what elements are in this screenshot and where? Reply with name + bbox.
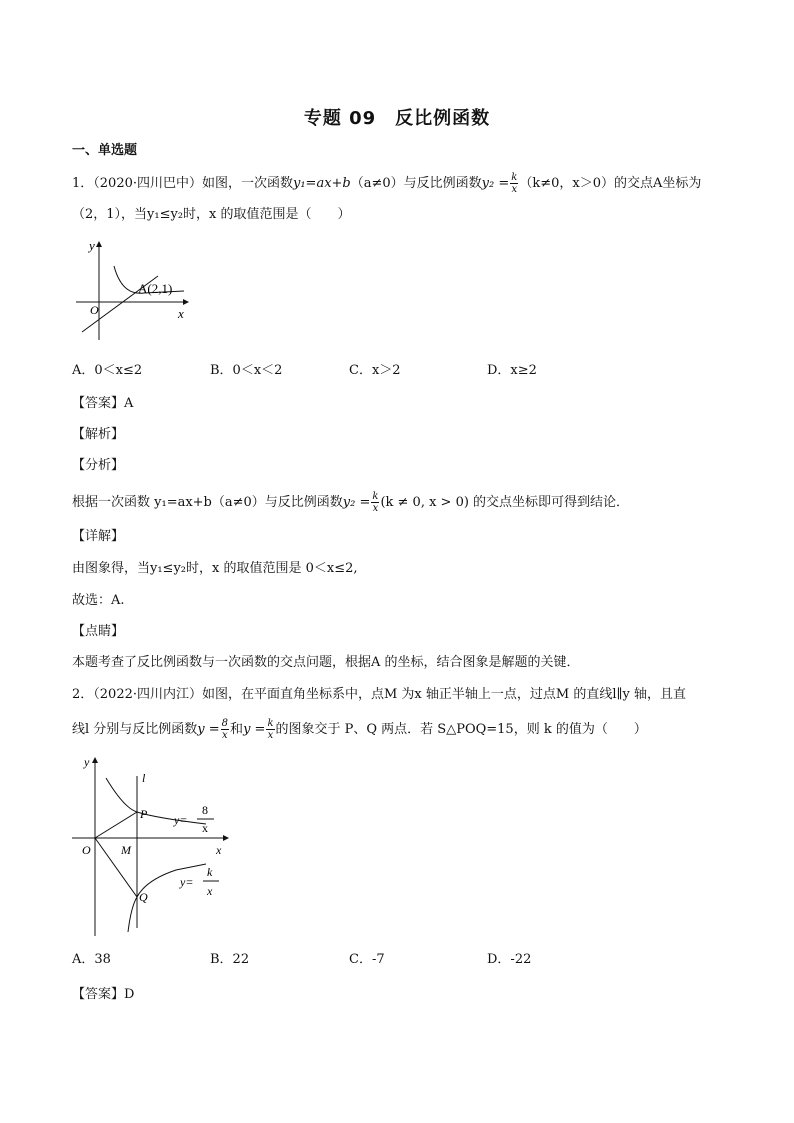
q1-fenxi-fraction: $\frac{k}{x}$: [372, 491, 379, 514]
q1-x-label: x: [178, 306, 184, 321]
q2-curve-k-tail: [128, 897, 137, 932]
q1-fenxi-heading: 【分析】: [72, 458, 125, 473]
section-heading: 一、单选题: [72, 143, 138, 158]
q2-stem-line2: 线l 分别与反比例函数y = $\frac{8}{x}$ 和y = $\frac{k}{x}$ 的图象交于 P、Q 两点．若 S△POQ=15，则 k 的值为（ ）: [72, 718, 647, 741]
q2-option-b: B．22: [210, 952, 250, 967]
q2-graph: [66, 752, 236, 940]
q2-y-label: y: [84, 755, 90, 769]
q1-answer: 【答案】A: [72, 396, 134, 411]
q2-option-c: C．-7: [349, 952, 385, 967]
q1-y1: y₁=ax+b: [293, 176, 351, 191]
q2-l-label: l: [142, 771, 146, 785]
q2-option-d: D．-22: [487, 952, 532, 967]
q2-origin-label: O: [82, 843, 91, 857]
q2-stem-line1: 2．（2022·四川内江）如图，在平面直角坐标系中，点M 为x 轴正半轴上一点，过点M 的直线l∥y 轴，且直: [72, 687, 686, 702]
q2-f2-den: x: [207, 884, 213, 898]
q2-option-a: A．38: [72, 952, 111, 967]
q1-option-d: D．x≥2: [487, 363, 537, 378]
q1-comment-heading: 【点睛】: [72, 624, 125, 639]
q2-f1-lhs: y=: [174, 813, 188, 827]
q1-stem-line1: [72, 172, 701, 195]
q2-f2-lhs: y=: [180, 875, 194, 889]
q1-analysis-heading: 【解析】: [72, 427, 125, 442]
q2-f1-num: 8: [202, 803, 208, 817]
q1-y2: y₂ =: [481, 176, 510, 191]
q1-detail-heading: 【详解】: [72, 529, 125, 544]
q1-point-label: A(2,1): [138, 281, 173, 296]
q1-text-a: 1．（2020·四川巴中）如图，一次函数: [72, 176, 293, 191]
q2-f2-num: k: [207, 865, 213, 879]
q1-graph: [66, 236, 196, 344]
q1-origin-label: O: [90, 303, 99, 317]
q1-stem-line2: （2，1），当y₁≤y₂时，x 的取值范围是（ ）: [72, 207, 351, 222]
q1-text-b: （a≠0）与反比例函数: [350, 176, 482, 191]
q2-x-label: x: [216, 843, 222, 857]
q2-fraction-k: $\frac{k}{x}$: [267, 718, 274, 741]
q2-f1-den: x: [202, 821, 208, 835]
q2-p-label: P: [140, 807, 148, 821]
q2-segment-op: [95, 812, 137, 838]
q1-detail-line1: 由图象得，当y₁≤y₂时，x 的取值范围是 0＜x≤2,: [72, 561, 358, 576]
q1-option-a: A．0＜x≤2: [72, 363, 143, 378]
page-title: 专题 09 反比例函数: [303, 108, 491, 129]
q1-fraction: $\frac{k}{x}$: [511, 172, 518, 195]
q2-curve-8-over-x: [106, 778, 206, 824]
q2-m-label: M: [121, 843, 131, 857]
q1-option-b: B．0＜x＜2: [210, 363, 283, 378]
q1-y-label: y: [89, 238, 95, 253]
q1-detail-line2: 故选：A.: [72, 593, 125, 608]
q1-option-c: C．x＞2: [349, 363, 401, 378]
q2-fraction-8: $\frac{8}{x}$: [221, 718, 229, 741]
q2-answer: 【答案】D: [72, 987, 135, 1002]
q1-fenxi-text: 根据一次函数 y₁=ax+b（a≠0）与反比例函数y₂ = $\frac{k}{x}$ (k ≠ 0, x > 0) 的交点坐标即可得到结论．: [72, 491, 630, 514]
q1-comment: 本题考查了反比例函数与一次函数的交点问题，根据A 的坐标，结合图象是解题的关键．: [72, 655, 580, 670]
q1-text-c: （k≠0，x＞0）的交点A坐标为: [519, 176, 702, 191]
q2-q-label: Q: [139, 890, 148, 904]
